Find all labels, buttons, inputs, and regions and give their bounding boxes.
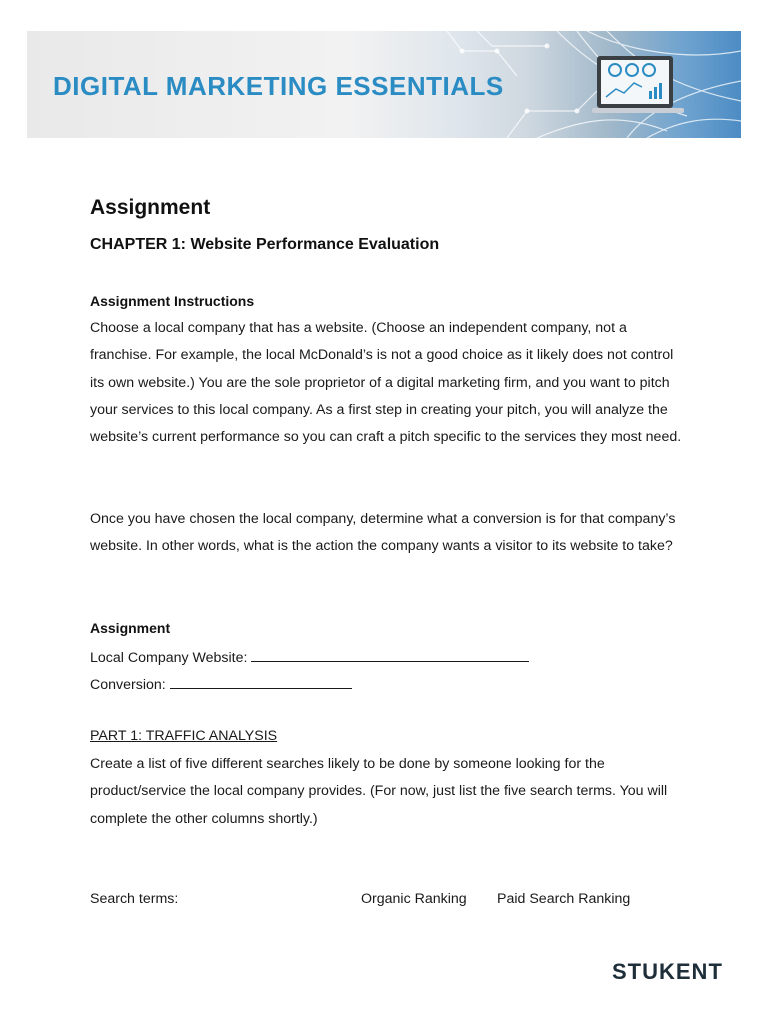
- header-banner: [27, 31, 741, 138]
- part1-paragraph: Create a list of five different searches likely to be done by someone looking for the product/service the local company provides. (For now, just list the five search terms. You will complete the other columns shortly.): [90, 756, 668, 827]
- banner-title: DIGITAL MARKETING ESSENTIALS: [53, 71, 504, 101]
- conversion-blank-line[interactable]: [170, 674, 352, 689]
- column-organic-ranking: Organic Ranking: [361, 891, 467, 907]
- assignment-label: Assignment: [90, 620, 171, 636]
- conversion-paragraph: Once you have chosen the local company, determine what a conversion is for that company’s website. In other words, what is the action the company wants a visitor to its website to take?: [90, 511, 676, 555]
- laptop-chart-icon: [592, 53, 687, 119]
- website-field-label: Local Company Website:: [90, 650, 248, 666]
- column-paid-search-ranking: Paid Search Ranking: [497, 891, 631, 907]
- part1-title: PART 1: TRAFFIC ANALYSIS: [90, 728, 278, 744]
- logo-text: STUKENT: [612, 959, 723, 984]
- stukent-logo: [612, 957, 726, 985]
- page-title: Assignment: [90, 196, 211, 219]
- conversion-field-label: Conversion:: [90, 677, 166, 693]
- column-search-terms: Search terms:: [90, 891, 179, 907]
- conversion-field: [90, 674, 352, 693]
- website-field: [90, 647, 529, 666]
- website-blank-line[interactable]: [251, 647, 529, 662]
- instructions-paragraph: Choose a local company that has a website. (Choose an independent company, not a franchise. For example, the local McDonald’s is not a good choice as it likely does not control its own website.) You are the sole proprietor of a digital marketing firm, and you want to pitch your services to this local company. As a first step in creating your pitch, you will analyze the website’s current performance so you can craft a pitch specific to the services they most need.: [90, 320, 682, 446]
- chapter-title: CHAPTER 1: Website Performance Evaluation: [90, 236, 440, 253]
- instructions-label: Assignment Instructions: [90, 293, 255, 309]
